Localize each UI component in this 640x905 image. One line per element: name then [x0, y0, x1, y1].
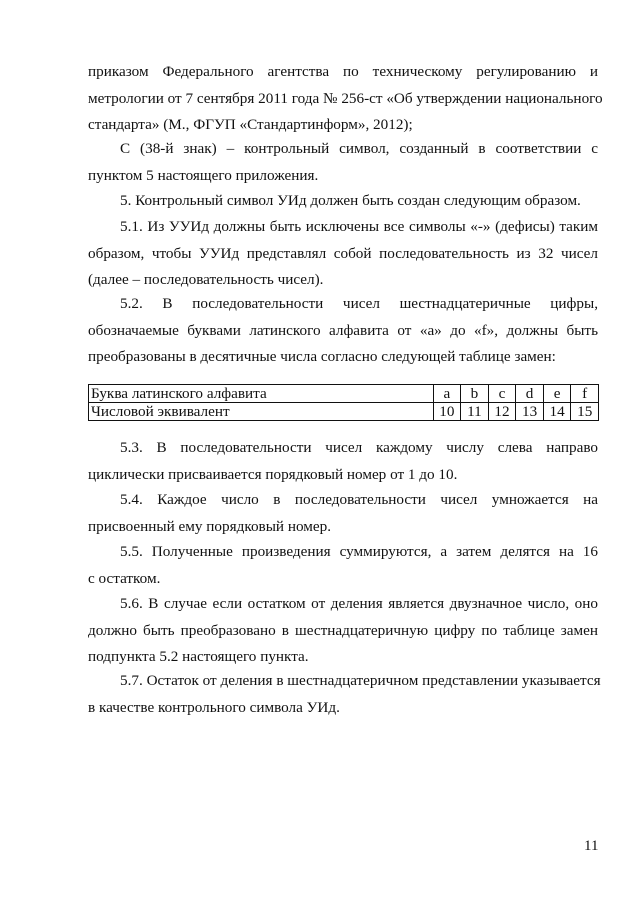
text-line: 5.1. Из УУИд должны быть исключены все символы «-» (дефисы) таким [120, 218, 598, 235]
table-cell-value: 12 [488, 403, 516, 421]
text-line: с остатком. [88, 569, 161, 587]
text-line: 5. Контрольный символ УИд должен быть создан следующим образом. [120, 192, 581, 209]
table-cell-letter: a [433, 385, 461, 403]
table-cell-letter: f [571, 385, 599, 403]
table-cell-letter: d [516, 385, 544, 403]
paragraph-item-5-4 [88, 487, 598, 540]
page-number: 11 [584, 838, 599, 854]
table-row-values [89, 403, 599, 421]
text-line: стандарта» (М., ФГУП «Стандартинформ», 2012); [88, 116, 413, 133]
text-line: (далее – последовательность чисел). [88, 271, 324, 288]
text-line: 5.6. В случае если остатком от деления является двузначное число, оно [120, 595, 598, 612]
paragraph-control-symbol-c [88, 136, 598, 189]
table-cell-letter: b [461, 385, 489, 403]
table-row-letters [89, 385, 599, 403]
text-line: 5.3. В последовательности чисел каждому числу слева направо [120, 439, 598, 456]
text-line: в качестве контрольного символа УИд. [88, 698, 340, 716]
text-line: подпункта 5.2 настоящего пункта. [88, 648, 309, 665]
table-cell-letter: e [543, 385, 571, 403]
text-line: пунктом 5 настоящего приложения. [88, 166, 319, 184]
text-line: обозначаемые буквами латинского алфавита от «a» до «f», должны быть [88, 321, 598, 339]
table-cell-value: 10 [433, 403, 461, 421]
paragraph-item-5-7 [88, 668, 601, 721]
text-line: 5.5. Полученные произведения суммируются, а затем делятся на 16 [120, 543, 598, 560]
text-line: 5.2. В последовательности чисел шестнадцатеричные цифры, [120, 295, 598, 312]
text-line: присвоенный ему порядковый номер. [88, 517, 332, 535]
text-line: преобразованы в десятичные числа согласно следующей таблице замен: [88, 348, 556, 365]
table-cell-value: 11 [461, 403, 489, 421]
text-line: приказом Федерального агентства по техническому регулированию и [88, 63, 598, 80]
paragraph-item-5-1 [88, 214, 598, 294]
text-line: образом, чтобы УУИд представлял собой последовательность из 32 чисел [88, 244, 598, 262]
text-line: 5.7. Остаток от деления в шестнадцатеричном представлении указывается [120, 672, 601, 689]
table-cell-value: 15 [571, 403, 599, 421]
paragraph-order-reference [88, 59, 603, 139]
text-line: циклически присваивается порядковый номер от 1 до 10. [88, 465, 458, 483]
paragraph-item-5 [88, 188, 598, 215]
row-label: Буква латинского алфавита [89, 385, 434, 403]
table-cell-value: 13 [516, 403, 544, 421]
table-cell-value: 14 [543, 403, 571, 421]
paragraph-item-5-6 [88, 591, 598, 671]
paragraph-item-5-5 [88, 539, 598, 592]
text-line: метрологии от 7 сентября 2011 года № 256-ст «Об утверждении национального [88, 89, 603, 107]
row-label: Числовой эквивалент [89, 403, 434, 421]
text-line: 5.4. Каждое число в последовательности чисел умножается на [120, 491, 598, 508]
paragraph-item-5-2 [88, 291, 598, 371]
text-line: С (38-й знак) – контрольный символ, созданный в соответствии с [120, 140, 598, 157]
paragraph-item-5-3 [88, 435, 598, 488]
text-line: должно быть преобразовано в шестнадцатеричную цифру по таблице замен [88, 621, 598, 639]
table-cell-letter: c [488, 385, 516, 403]
substitution-table [88, 384, 599, 421]
